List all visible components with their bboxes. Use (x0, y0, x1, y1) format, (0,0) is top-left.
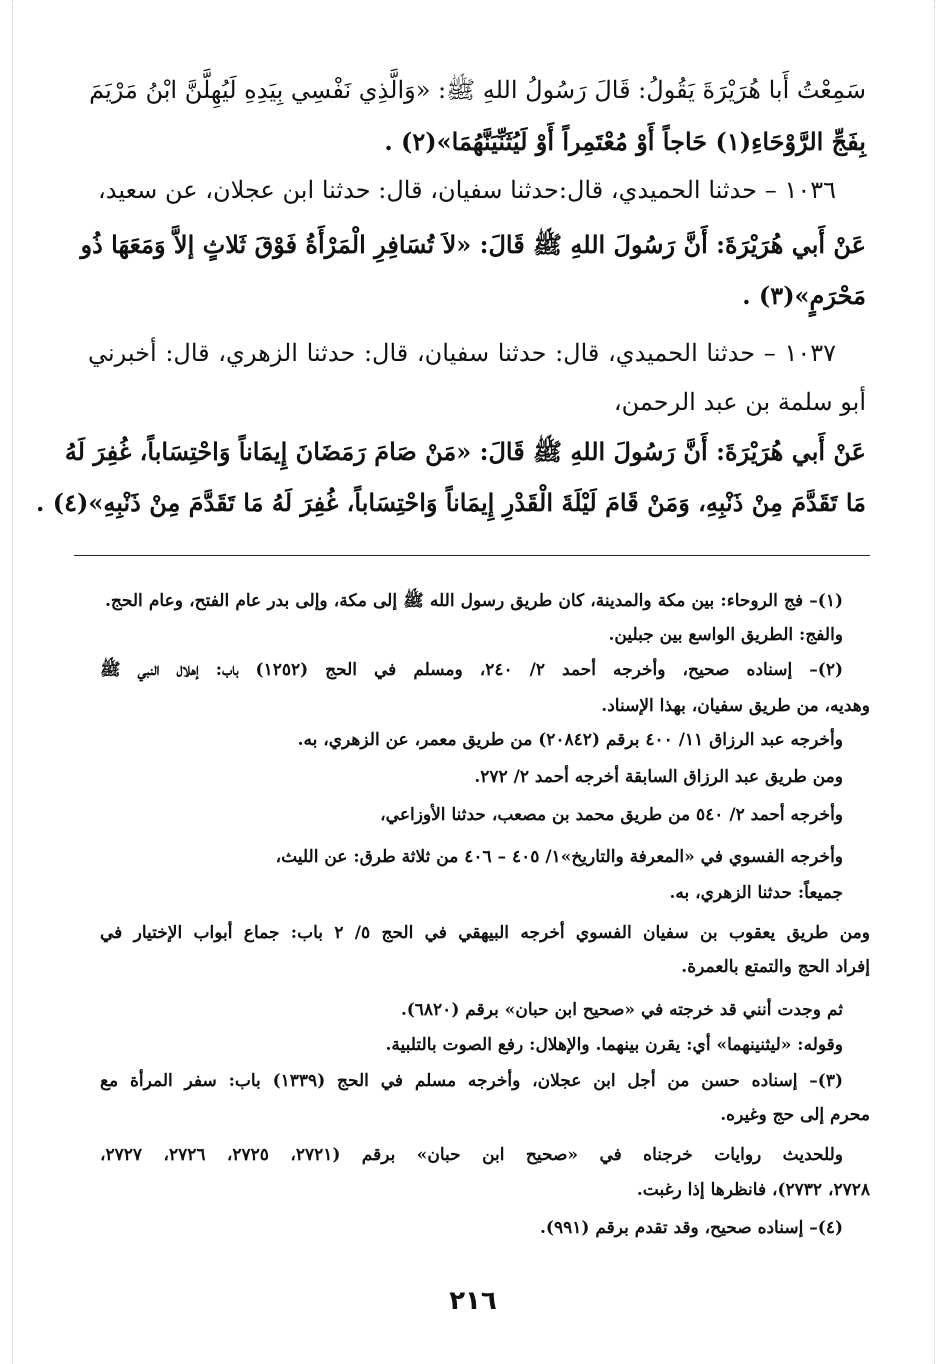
footnote-2-line-2: وهديه، من طريق سفيان، بهذا الإسناد. (601, 696, 870, 716)
footnote-2-line-8: ومن طريق يعقوب بن سفيان الفسوي أخرجه البيهقي في الحج ٥/ ٢ باب: جماع أبواب الإختيار في (100, 923, 870, 943)
hadith-1035-line-2: بِفَجِّ الرَّوْحَاءِ(١) حَاجاً أَوْ مُعْتَمِراً أَوْ لَيُثَنِّيَنَّهُمَا»(٢) . (384, 127, 866, 156)
footnote-3-line-4: ٢٧٢٨، ٢٧٣٢)، فانظرها إذا رغبت. (636, 1180, 870, 1200)
hadith-1037-matn-line-1: عَنْ أَبي هُرَيْرَةَ: أَنَّ رَسُولَ اللهِ ﷺ قَالَ: «مَنْ صَامَ رَمَضَانَ إِيمَاناً وَاحْتِسَاباً، غُفِرَ لَهُ (64, 437, 866, 466)
hadith-1037-matn-line-2: مَا تَقَدَّمَ مِنْ ذَنْبِهِ، وَمَنْ قَامَ لَيْلَةَ الْقَدْرِ إِيمَاناً وَاحْتِسَاباً، غُفِرَ لَهُ مَا تَقَدَّمَ مِنْ ذَنْبِهِ»(٤) . (36, 488, 866, 517)
hadith-1036-matn-line-1: عَنْ أَبي هُرَيْرَةَ: أَنَّ رَسُولَ اللهِ ﷺ قَالَ: «لاَ تُسَافِرِ الْمَرْأَةُ فَوْقَ ثَلاثٍ إلاَّ وَمَعَهَا ذُو (80, 230, 866, 259)
hadith-1036-isnad: ١٠٣٦ – حدثنا الحميدي، قال:حدثنا سفيان، قال: حدثنا ابن عجلان، عن سعيد، (98, 176, 836, 204)
footnote-1-line-1: (١)– فج الروحاء: بين مكة والمدينة، كان طريق رسول الله ﷺ إلى مكة، وإلى بدر عام الفتح، وعام الحج. (105, 591, 843, 611)
page-edge-dots-left (12, 0, 13, 1364)
page-edge-dots-right (934, 0, 935, 1364)
footnote-4: (٤)– إسناده صحيح، وقد تقدم برقم (٩٩١). (539, 1218, 843, 1238)
footnote-separator (74, 555, 870, 556)
hadith-1035-line-1: سَمِعْتُ أَبا هُرَيْرَةَ يَقُولُ: قَالَ رَسُولُ اللهِ ﷺ: «وَالَّذِي نَفْسِي بِيَدِهِ لَيُهِلَّنَّ ابْنُ مَرْيَمَ (89, 76, 866, 104)
hadith-1037-isnad-line-2: أبو سلمة بن عبد الرحمن، (613, 388, 866, 416)
footnote-2-line-4: ومن طريق عبد الرزاق السابقة أخرجه أحمد ٢/ ٢٧٢. (474, 767, 843, 787)
footnote-2-line-6: وأخرجه الفسوي في «المعرفة والتاريخ»١/ ٤٠٥ – ٤٠٦ من ثلاثة طرق: عن الليث، (275, 847, 843, 867)
footnote-2-line-9: إفراد الحج والتمتع بالعمرة. (681, 957, 870, 977)
footnote-3-line-2: محرم إلى حج وغيره. (720, 1105, 870, 1125)
footnote-2-line-3: وأخرجه عبد الرزاق ١١/ ٤٠٠ برقم (٢٠٨٤٢) من طريق معمر، عن الزهري، به. (297, 730, 843, 750)
page-number: ٢١٦ (449, 1286, 497, 1316)
footnote-3-line-1: (٣)– إسناده حسن من أجل ابن عجلان، وأخرجه مسلم في الحج (١٣٣٩) باب: سفر المرأة مع (100, 1071, 843, 1091)
footnote-2-line-5: وأخرجه أحمد ٢/ ٥٤٠ من طريق محمد بن مصعب، حدثنا الأوزاعي، (380, 805, 843, 825)
hadith-1037-isnad-line-1: ١٠٣٧ – حدثنا الحميدي، قال: حدثنا سفيان، قال: حدثنا الزهري، قال: أخبرني (88, 339, 836, 367)
footnote-1-line-2: والفج: الطريق الواسع بين جبلين. (608, 625, 843, 645)
footnote-2-line-11: وقوله: «ليثنينهما» أي: يقرن بينهما. والإهلال: رفع الصوت بالتلبية. (385, 1035, 843, 1055)
footnote-2-line-10: ثم وجدت أنني قد خرجته في «صحيح ابن حبان» برقم (٦٨٢٠). (400, 1000, 843, 1020)
footnote-2-line-7: جميعاً: حدثنا الزهري، به. (669, 883, 843, 903)
footnote-2-line-1: (٢)– إسناده صحيح، وأخرجه أحمد ٢/ ٢٤٠، ومسلم في الحج (١٢٥٢) باب: إهلال النبي ﷺ (100, 660, 843, 680)
hadith-1036-matn-line-2: مَحْرَمٍ»(٣) . (742, 281, 866, 310)
footnote-3-line-3: وللحديث روايات خرجناه في «صحيح ابن حبان» برقم (٢٧٢١، ٢٧٢٥، ٢٧٢٦، ٢٧٢٧، (100, 1145, 844, 1165)
